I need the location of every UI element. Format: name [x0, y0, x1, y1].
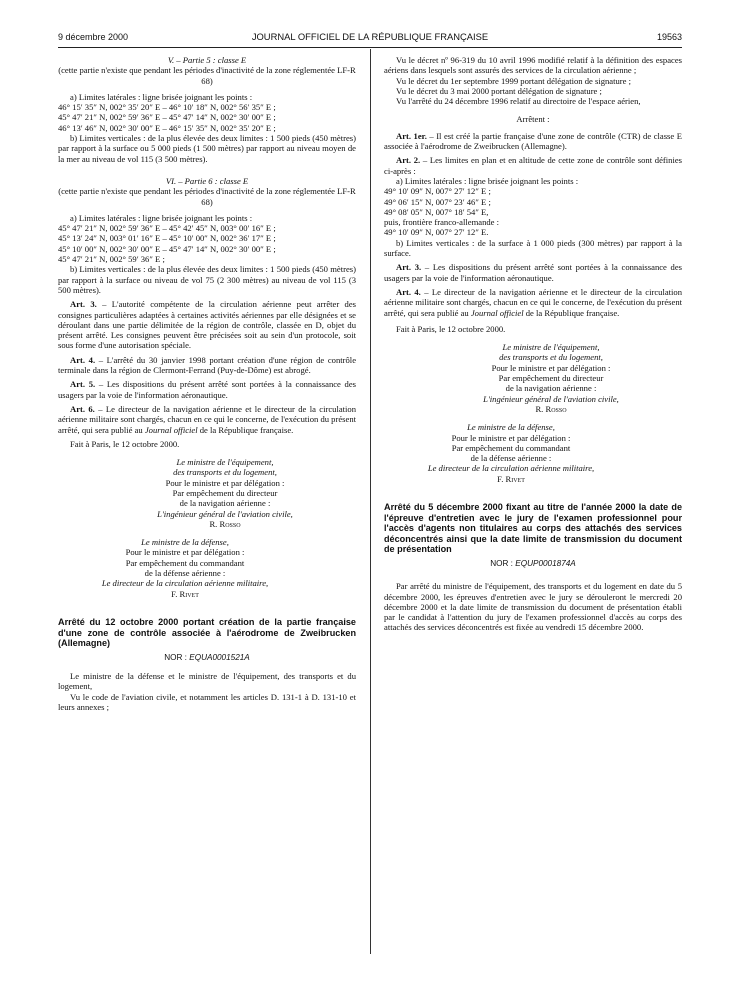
nor-code: EQUP0001874A — [515, 558, 576, 568]
coordinate-line: 49° 10′ 09″ N, 007° 27′ 12″ E. — [384, 227, 489, 238]
signatory-line: Pour le ministre et par délégation : — [491, 362, 611, 373]
signature-block-defense — [380, 422, 642, 484]
article-text: – Les dispositions du présent arrêté sont portées à la connaissance des usagers par la voie de l'information aéronautique. — [58, 379, 356, 400]
coordinate-line: 49° 10′ 09″ N, 007° 27′ 12″ E ; — [384, 186, 491, 197]
signatory-line: Par empêchement du directeur — [498, 373, 604, 384]
header-rule — [58, 47, 682, 48]
article-label: Art. 1er. — [396, 130, 427, 141]
signatory-line: L'ingénieur général de l'aviation civile, — [483, 393, 619, 404]
header-date: 9 décembre 2000 — [58, 32, 129, 42]
signatory-line: Le ministre de l'équipement, — [502, 342, 600, 353]
signatory-line: Le ministre de l'équipement, — [176, 457, 274, 468]
nor-reference: NOR : EQUA0001521A — [164, 652, 250, 662]
article-2-vertical: b) Limites verticales : de la surface à 1 000 pieds (300 mètres) par rapport à la surface. — [384, 237, 682, 259]
part6-lateral: a) Limites latérales : ligne brisée joignant les points : — [70, 212, 253, 223]
signatory-line: Pour le ministre et par délégation : — [125, 547, 245, 558]
part6-vertical: b) Limites verticales : de la plus élevée des deux limites : 1 500 pieds (450 mètres) par rapport à la surface ou niveau de vol 75 (2 300 mètres) au niveau de vol 115 (3 500 mètres). — [58, 264, 356, 295]
article-1 — [384, 131, 682, 152]
coordinate-line: 49° 08′ 05″ N, 007° 18′ 54″ E, — [384, 206, 489, 217]
signatory-line: de la défense aérienne : — [470, 453, 552, 464]
column-divider — [370, 49, 371, 954]
signatory-line: de la navigation aérienne : — [505, 383, 597, 394]
coordinate-line: 45° 47′ 21″ N, 002° 59′ 36″ E – 45° 42′ 45″ N, 003° 00′ 16″ E ; — [58, 223, 276, 234]
signatory-name: R. Rosso — [535, 403, 567, 414]
arretent: Arrêtent : — [516, 114, 550, 125]
signatory-line: Le directeur de la circulation aérienne militaire, — [101, 578, 269, 589]
signatory-line: Le ministre de la défense, — [141, 537, 229, 548]
signature-block-defense — [54, 537, 316, 599]
visa: Vu le code de l'aviation civile, et notamment les articles D. 131-1 à D. 131-10 et leurs annexes ; — [58, 691, 356, 712]
part6-note: (cette partie n'existe que pendant les périodes d'inactivité de la zone réglementée LF-R 68) — [58, 186, 356, 207]
visa: Vu le décret nº 96-319 du 10 avril 1996 modifié relatif à la définition des espaces aériens dans lesquels sont assurés des services de la circulation aérienne ; — [384, 55, 682, 76]
part5-heading: V. – Partie 5 : classe E — [167, 55, 247, 65]
signatory-line: Le ministre de la défense, — [467, 422, 555, 433]
signatory-line: Pour le ministre et par délégation : — [165, 477, 285, 488]
article-text: – L'arrêté du 30 janvier 1998 portant création d'une région de contrôle terminale dans la région de Clermont-Ferrand (Puy-de-Dôme) est abrogé. — [58, 354, 357, 376]
part6-heading: VI. – Partie 6 : classe E — [165, 175, 249, 186]
article-text: de la République française. — [523, 307, 620, 318]
right-column — [384, 55, 682, 633]
article-5 — [58, 379, 356, 400]
signatory-line: Pour le ministre et par délégation : — [451, 432, 571, 443]
signatory-line: L'ingénieur général de l'aviation civile, — [157, 508, 293, 519]
coordinate-line: 45° 10′ 00″ N, 002° 30′ 00″ E – 45° 47′ 14″ N, 002° 30′ 00″ E ; — [58, 243, 276, 254]
journal-officiel-ref: Journal officiel — [470, 307, 524, 318]
coordinate-line: 49° 06′ 15″ N, 007° 23′ 46″ E ; — [384, 196, 491, 207]
article-6 — [58, 404, 356, 435]
article-label: Art. 5. — [70, 379, 96, 390]
article-text: – Le directeur de la navigation aérienne et le directeur de la circulation aérienne militaire sont chargés, chacun en ce qui le concerne, de l'exécution du présent arrêté, qui sera publié au — [58, 403, 357, 435]
signatory-name: F. Rivet — [497, 473, 525, 484]
article-2-lateral: a) Limites latérales : ligne brisée joignant les points : — [396, 175, 579, 186]
article-label: Art. 4. — [396, 286, 421, 297]
signature-date: Fait à Paris, le 12 octobre 2000. — [396, 323, 506, 334]
signatory-line: de la navigation aérienne : — [179, 498, 271, 509]
article-label: Art. 6. — [70, 403, 95, 414]
coordinate-line: 45° 47′ 21″ N, 002° 59′ 36″ E – 45° 47′ 14″ N, 002° 30′ 00″ E ; — [58, 112, 276, 123]
signature-block-equipement — [94, 457, 356, 529]
signature-block-equipement — [420, 342, 682, 414]
arrete-title: Arrêté du 5 décembre 2000 fixant au titre de l'année 2000 la date de l'épreuve d'entretien avec le jury de l'examen professionnel pour l'accès d'agents non titulaires au corps des attachés des services déconcentrés ainsi que la date limite de transmission du document de présentation — [384, 501, 682, 555]
signatory-line: Par empêchement du commandant — [125, 557, 245, 568]
signatory-line: Par empêchement du commandant — [451, 442, 571, 453]
article-text: de la République française. — [197, 424, 294, 435]
signatory-line: Le directeur de la circulation aérienne militaire, — [427, 463, 595, 474]
article-label: Art. 2. — [396, 155, 421, 166]
part5-note: (cette partie n'existe que pendant les périodes d'inactivité de la zone réglementée LF-R 68) — [58, 65, 356, 86]
nor-code: EQUA0001521A — [189, 652, 250, 662]
left-column — [58, 55, 356, 712]
page-header — [58, 32, 682, 44]
coordinate-line: 45° 47′ 21″ N, 002° 59′ 36″ E ; — [58, 254, 165, 265]
part5-lateral: a) Limites latérales : ligne brisée joignant les points : — [70, 91, 253, 102]
article-2 — [384, 155, 682, 176]
signatory-line: des transports et du logement, — [173, 467, 277, 478]
signatory-line: Par empêchement du directeur — [172, 487, 278, 498]
article-text: – Il est créé la partie française d'une zone de contrôle (CTR) de classe E associée à l'aérodrome de Zweibrucken (Allemagne). — [384, 130, 682, 152]
article-text: – L'autorité compétente de la circulation aérienne peut arrêter des consignes particulières adaptées à certaines activités aériennes par elle désignées et se déroulant dans une partie délimitée de la région de contrôle, classée en D, objet du présent arrêté. Les consignes peuvent être précisées soit au sein d'un protocole, soit sous forme d'une autorisation spéciale. — [58, 299, 357, 351]
preamble: Le ministre de la défense et le ministre de l'équipement, des transports et du logement, — [58, 671, 356, 692]
coordinate-line: 45° 13′ 24″ N, 003° 01′ 16″ E – 45° 10′ 00″ N, 002° 36′ 17″ E ; — [58, 233, 276, 244]
article-text: – Les limites en plan et en altitude de cette zone de contrôle sont définies ci-après : — [384, 155, 682, 176]
arrete-title: Arrêté du 12 octobre 2000 portant création de la partie française d'une zone de contrôle associée à l'aérodrome de Zweibrucken (Allemagne) — [58, 616, 356, 649]
signatory-line: de la défense aérienne : — [144, 568, 226, 579]
article-3 — [384, 262, 682, 283]
header-page-number: 19563 — [656, 32, 682, 42]
article-4 — [384, 287, 682, 318]
signatory-name: F. Rivet — [171, 588, 199, 599]
article-text: – Le directeur de la navigation aérienne et le directeur de la circulation aérienne militaire sont chargés, chacun en ce qui le concerne, de l'exécution du présent arrêté, qui sera publié au — [384, 286, 683, 318]
article-label: Art. 3. — [396, 262, 422, 273]
header-title: JOURNAL OFFICIEL DE LA RÉPUBLIQUE FRANÇAISE — [251, 31, 489, 42]
visa: Vu l'arrêté du 24 décembre 1996 relatif au directoire de l'espace aérien, — [396, 96, 641, 107]
article-3 — [58, 299, 356, 350]
coordinate-line: 46° 13′ 46″ N, 002° 30′ 00″ E – 46° 15′ 35″ N, 002° 35′ 20″ E ; — [58, 122, 276, 133]
article-4 — [58, 355, 356, 376]
visa: Vu le décret du 3 mai 2000 portant délégation de signature ; — [396, 85, 602, 96]
arrete-body: Par arrêté du ministre de l'équipement, des transports et du logement en date du 5 décembre 2000, les épreuves d'entretien avec le jury se dérouleront le mercredi 20 décembre 2000 et la date limite de transmission du document de présentation établi par le candidat à l'attention du jury de l'examen professionnel d'accès au corps des attachés des services déconcentrés est fixée au vendredi 15 décembre 2000. — [384, 581, 682, 633]
article-label: Art. 3. — [70, 299, 97, 310]
article-label: Art. 4. — [70, 354, 96, 365]
visa: Vu le décret du 1er septembre 1999 portant délégation de signature ; — [396, 75, 632, 86]
journal-officiel-ref: Journal officiel — [144, 424, 198, 435]
coordinate-line: 46° 15′ 35″ N, 002° 35′ 20″ E – 46° 10′ 18″ N, 002° 56′ 35″ E ; — [58, 102, 276, 113]
article-text: – Les dispositions du présent arrêté sont portées à la connaissance des usagers par la voie de l'information aéronautique. — [384, 262, 682, 283]
nor-reference: NOR : EQUP0001874A — [490, 558, 576, 568]
coordinate-line: puis, frontière franco-allemande : — [384, 217, 500, 228]
signature-date: Fait à Paris, le 12 octobre 2000. — [70, 438, 180, 449]
part5-vertical: b) Limites verticales : de la plus élevée des deux limites : 1 500 pieds (450 mètres) par rapport à la surface ou 5 000 pieds (1 500 mètres) par rapport au niveau moyen de la mer au niveau de vol 115 (3 500 mètres). — [58, 133, 356, 164]
signatory-name: R. Rosso — [209, 518, 241, 529]
signatory-line: des transports et du logement, — [499, 352, 603, 363]
